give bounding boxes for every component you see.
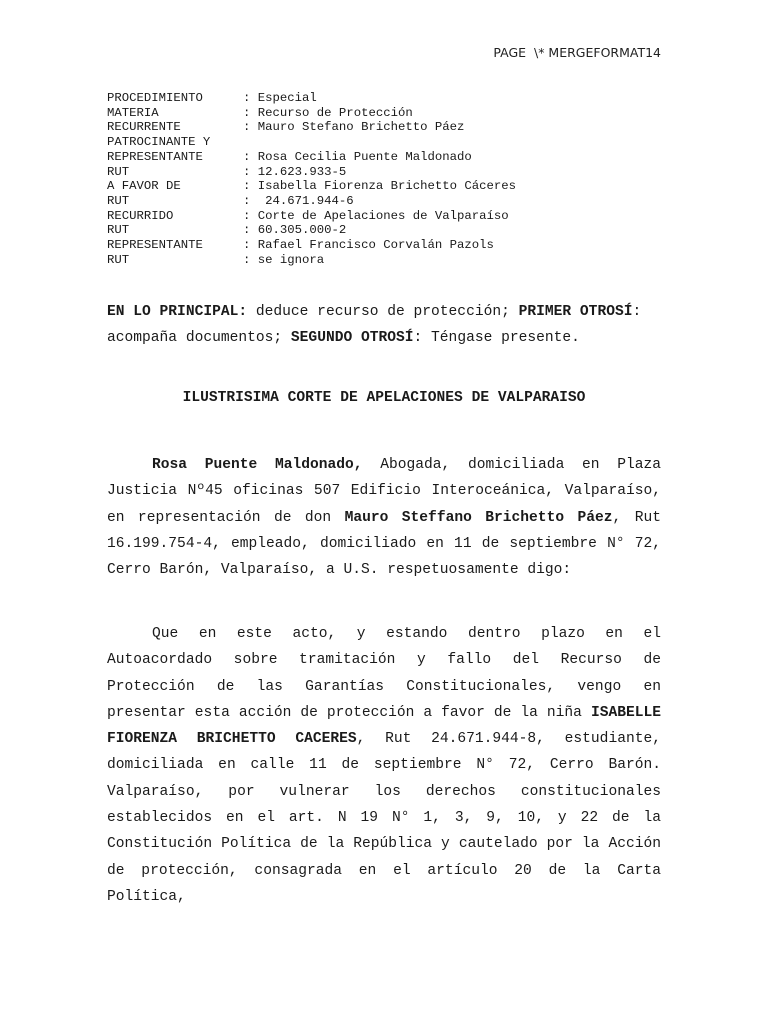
meta-row <box>107 238 516 253</box>
meta-row <box>107 106 516 121</box>
meta-label: REPRESENTANTE <box>107 149 203 164</box>
meta-value: : 60.305.000-2 <box>243 223 347 238</box>
meta-value: : Recurso de Protección <box>243 105 413 120</box>
paragraph-1-text: Abogada, domiciliada en Plaza Justicia Nº45 oficinas 507 Edificio Interoceánica, Valparaíso, en representación de don <box>107 457 662 526</box>
meta-value: : se ignora <box>243 252 325 267</box>
paragraph-1-text-2: , Rut 16.199.754-4, empleado, domiciliado en 11 de septiembre N° 72, Cerro Barón, Valparaíso, a U.S. respetuosamente digo: <box>107 509 661 579</box>
client-name: Mauro Steffano Brichetto Páez <box>344 509 613 526</box>
paragraph-2 <box>107 621 661 910</box>
meta-label: RECURRENTE <box>107 120 181 135</box>
meta-row <box>107 91 516 106</box>
primer-otrosi-text: : acompaña documentos; <box>107 304 642 347</box>
meta-value: : Rafael Francisco Corvalán Pazols <box>243 238 494 253</box>
paragraph-2-text: Que en este acto, y estando dentro plazo en el Autoacordado sobre tramitación y fallo del Recurso de Protección de las Garantías Constitucionales, vengo en presentar esta acción de protección a favor de la niña <box>107 626 661 721</box>
meta-value: : Corte de Apelaciones de Valparaíso <box>243 208 509 223</box>
principal-bold: EN LO PRINCIPAL: <box>107 304 248 320</box>
meta-row <box>107 223 516 238</box>
meta-label: PATROCINANTE Y <box>107 135 211 150</box>
minor-name: ISABELLE FIORENZA BRICHETTO CACERES <box>107 704 661 748</box>
meta-value: : Isabella Fiorenza Brichetto Cáceres <box>243 179 517 194</box>
meta-row <box>107 120 516 135</box>
meta-row <box>107 135 516 150</box>
meta-row <box>107 150 516 165</box>
meta-label: PROCEDIMIENTO <box>107 91 203 105</box>
meta-row <box>107 194 516 209</box>
paragraph-1 <box>107 452 661 583</box>
meta-row <box>107 209 516 224</box>
meta-label: MATERIA <box>107 105 159 120</box>
primer-otrosi-bold: PRIMER OTROSÍ <box>518 304 633 320</box>
meta-value: : Mauro Stefano Brichetto Páez <box>243 120 465 135</box>
meta-label: RUT <box>107 223 130 238</box>
meta-value: : 24.671.944-6 <box>243 193 354 208</box>
meta-value: : 12.623.933-5 <box>243 164 347 179</box>
case-metadata <box>107 91 516 267</box>
attorney-name: Rosa Puente Maldonado, <box>152 457 363 473</box>
meta-row <box>107 165 516 180</box>
page-header-field: PAGE \* MERGEFORMAT14 <box>493 45 661 60</box>
meta-value: : Especial <box>243 91 317 105</box>
paragraph-2-text-2: , Rut 24.671.944-8, estudiante, domiciliada en calle 11 de septiembre N° 72, Cerro Barón. Valparaíso, por vulnerar los derechos constitucionales establecidos en el art. N 19 N° 1, 3, 9, 10, y 22 de la Constitución Política de la República y cautelado por la Acción de protección, consagrada en el artículo 20 de la Carta Política, <box>107 731 661 905</box>
meta-row <box>107 253 516 268</box>
meta-value: : Rosa Cecilia Puente Maldonado <box>243 149 472 164</box>
segundo-otrosi-bold: SEGUNDO OTROSÍ <box>290 330 414 347</box>
meta-label: RUT <box>107 252 130 267</box>
meta-label: A FAVOR DE <box>107 179 181 194</box>
meta-label: REPRESENTANTE <box>107 238 203 253</box>
meta-label: RUT <box>107 193 130 208</box>
meta-label: RECURRIDO <box>107 208 174 223</box>
segundo-otrosi-text: : Téngase presente. <box>413 330 580 347</box>
principal-text: deduce recurso de protección; <box>247 304 519 320</box>
meta-label: RUT <box>107 164 130 179</box>
meta-row <box>107 179 516 194</box>
principal-clause <box>107 299 661 352</box>
court-title: ILUSTRISIMA CORTE DE APELACIONES DE VALPARAISO <box>182 390 586 406</box>
